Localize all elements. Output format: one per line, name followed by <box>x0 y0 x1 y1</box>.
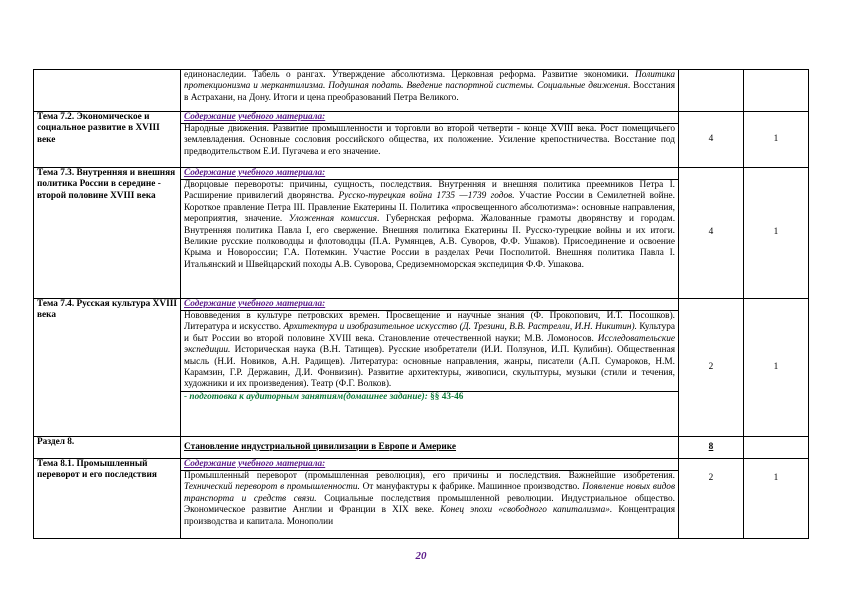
content-text: Участие России в Семилетней войне. Короткое правление Петра III. Правление Екатерины II. Политика «просвещенного абсолютизма»: основные направления, мероприятия, значение. <box>184 191 675 225</box>
hours-cell: 4 <box>679 168 744 299</box>
content-italic: Уложенная комиссия <box>288 214 377 225</box>
content-italic: Появление новых видов транспорта и средств связи. <box>184 482 675 504</box>
topic-cell <box>34 299 181 437</box>
content-text: Дворцовые перевороты: причины, сущность, последствия. Внутренняя и внешняя политика преемников Петра I. Расширение привилегий дворянства. <box>184 180 675 202</box>
topic-title: Тема 7.2. Экономическое и социальное развитие в XVIII веке <box>37 112 160 145</box>
topic-cell <box>34 70 181 112</box>
homework-line <box>184 392 675 403</box>
hours-cell <box>679 70 744 112</box>
content-heading: Содержание учебного материала: <box>181 112 678 124</box>
level-cell: 1 <box>744 299 809 437</box>
hours-cell: 8 <box>679 437 744 459</box>
content-cell <box>181 459 679 539</box>
homework-label: - подготовка к аудиторным занятиям(домашнее задание): <box>184 391 428 402</box>
content-text: Культура и быт России во второй половине XVIII века. Становление отечественной науки; М.В. Ломоносов. <box>184 322 675 344</box>
level-cell <box>744 437 809 459</box>
content-text: . Восстания в Астрахани, на Дону. Итоги и цена преобразований Петра Великого. <box>184 81 675 103</box>
content-text: От мануфактуры к фабрике. Машинное производство. <box>359 482 583 493</box>
page-number: 20 <box>415 550 427 562</box>
hours-cell: 2 <box>679 299 744 437</box>
hours-cell: 2 <box>679 459 744 539</box>
content-text: Нововведения в культуре петровских времен. Просвещение и научные знания (Ф. Прокопович, И.Т. Посошков). Литература и искусство. <box>184 311 675 333</box>
content-heading: Содержание учебного материала: <box>181 299 678 311</box>
level-cell: 1 <box>744 168 809 299</box>
content-cell <box>181 70 679 112</box>
table-row <box>34 459 809 539</box>
topic-cell <box>34 112 181 168</box>
content-text: Историческая наука (В.Н. Татищев). Русские изобретатели (И.И. Ползунов, И.П. Кулибин). Общественная мысль (Н.И. Новиков, А.Н. Радищев). Литература: основные направления, жанры, писатели (А.П. Сумароков, Н.М. Карамзин, Г.Р. Державин, Д.И. Фонвизин). Развитие архитектуры, живописи, скульптуры, музыки (стили и течения, художники и их произведения). Театр (Ф.Г. Волков). <box>184 345 675 390</box>
content-cell <box>181 168 679 299</box>
hours-cell: 4 <box>679 112 744 168</box>
level-cell: 1 <box>744 112 809 168</box>
content-italic: Политика протекционизма и меркантилизма. Подушная подать. Введение паспортной системы. Социальные движения <box>184 70 675 92</box>
content-text: единонаследии. Табель о рангах. Утверждение абсолютизма. Церковная реформа. Развитие экономики. <box>184 70 629 80</box>
section-title: Становление индустриальной цивилизации в Европе и Америке <box>184 441 457 452</box>
content-text-block <box>184 180 675 271</box>
table-row <box>34 437 809 459</box>
curriculum-table <box>33 69 809 539</box>
content-italic: Русско-турецкая война 1735 —1739 годов. <box>338 191 515 202</box>
content-italic: Конец эпохи «свободного капитализма». <box>440 505 613 516</box>
table-row <box>34 112 809 168</box>
content-text-block <box>181 311 678 392</box>
content-text: Концентрация производства и капитала. Монополии <box>184 505 675 527</box>
content-text: . Губернская реформа. Жалованные грамоты дворянству и городам. Внутренняя политика Павла I, его свержение. Внешняя политика Екатерины II. Русско-турецкие войны и их итоги. Великие русские полководцы и флотоводцы (П.А. Румянцев, А.В. Суворов, Ф.Ф. Ушаков). Присоединение и освоение Крыма и Новороссии; Г.А. Потемкин. Участие России в разделах Речи Посполитой. Внешняя политика Павла I. Итальянский и Швейцарский походы А.В. Суворова, Средиземноморская экспедиция Ф.Ф. Ушакова. <box>184 214 676 270</box>
level-cell: 1 <box>744 459 809 539</box>
topic-cell <box>34 437 181 459</box>
topic-title: Тема 7.3. Внутренняя и внешняя политика России в середине - второй половине XVIII века <box>37 168 176 201</box>
topic-cell <box>34 168 181 299</box>
content-text-block <box>184 471 675 528</box>
content-text: Социальные последствия промышленной революции. Индустриальное общество. Экономическое развитие Англии и Франции в XIX веке. <box>184 493 675 516</box>
content-cell <box>181 112 679 168</box>
topic-title: Тема 8.1. Промышленный переворот и его последствия <box>37 459 157 481</box>
content-heading: Содержание учебного материала: <box>181 168 678 180</box>
topic-cell <box>34 459 181 539</box>
content-text: Народные движения. Развитие промышленности и торговли во второй четверти - конце XVIII века. Рост помещичьего землевладения. Основные сословия российского общества, их положение. Усиление крепостничества. Восстание под предводительством Е.И. Пугачева и его значение. <box>184 124 675 157</box>
content-italic: Технический переворот в промышленности. <box>184 482 360 493</box>
content-italic: Архитектура и изобразительное искусство (Д. Трезини, В.В. Растрелли, И.Н. Никитин). <box>283 322 637 333</box>
table-row <box>34 70 809 112</box>
content-heading: Содержание учебного материала: <box>181 459 678 471</box>
content-italic: Исследовательские экспедиции. <box>184 333 675 356</box>
table-row <box>34 168 809 299</box>
level-cell <box>744 70 809 112</box>
table-row <box>34 299 809 437</box>
content-cell <box>181 437 679 459</box>
topic-title: Тема 7.4. Русская культура XVIII века <box>37 299 177 321</box>
content-text: Промышленный переворот (промышленная революция), его причины и последствия. Важнейшие изобретения. <box>184 471 675 481</box>
section-label: Раздел 8. <box>37 437 75 447</box>
homework-paragraphs: §§ 43-46 <box>430 391 464 402</box>
content-cell <box>181 299 679 437</box>
